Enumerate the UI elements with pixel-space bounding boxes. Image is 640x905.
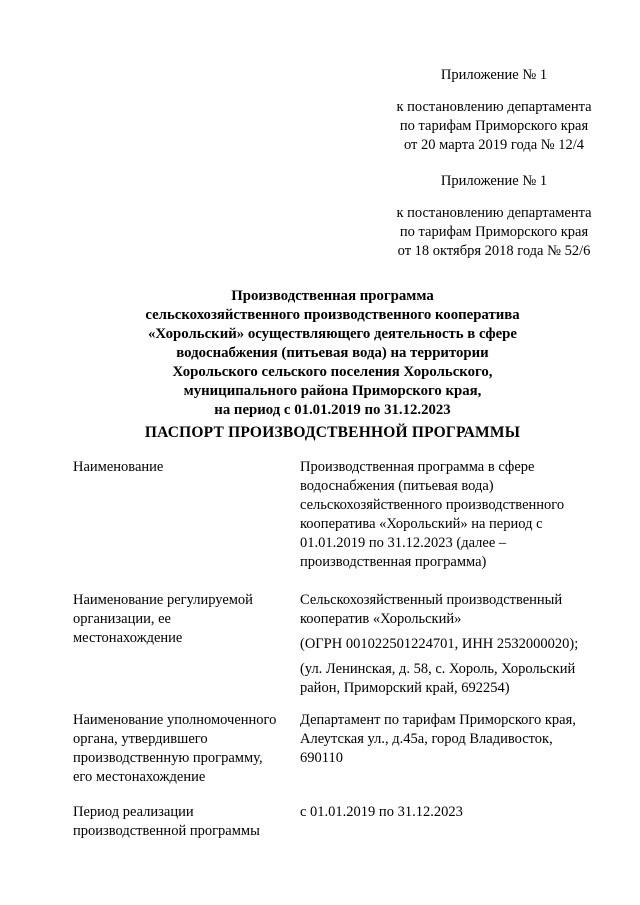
appendix-block-1 bbox=[374, 66, 614, 155]
label-line: Период реализации bbox=[73, 804, 194, 820]
label-line: Наименование уполномоченного bbox=[73, 712, 277, 728]
appendix-line: от 20 марта 2019 года № 12/4 bbox=[403, 137, 584, 153]
appendix-line: по тарифам Приморского края bbox=[399, 118, 589, 134]
value-line: (ул. Ленинская, д. 58, с. Хороль, Хорольский bbox=[300, 661, 576, 677]
appendix-title: Приложение № 1 bbox=[440, 67, 548, 83]
program-title-line: «Хорольский» осуществляющего деятельность в сфере bbox=[148, 326, 517, 342]
value-line: водоснабжения (питьевая вода) bbox=[300, 478, 494, 494]
label-line: производственной программы bbox=[73, 823, 260, 839]
row-value bbox=[300, 803, 600, 822]
value-line: (ОГРН 001022501224701, ИНН 2532000020); bbox=[300, 636, 579, 652]
value-line: с 01.01.2019 по 31.12.2023 bbox=[300, 804, 463, 820]
label-line: органа, утвердившего bbox=[73, 731, 208, 747]
row-label bbox=[73, 591, 288, 648]
value-line: 01.01.2019 по 31.12.2023 (далее – bbox=[300, 535, 507, 551]
appendix-line: от 18 октября 2018 года № 52/6 bbox=[397, 243, 591, 259]
row-label bbox=[73, 711, 288, 787]
program-title-line: Хорольского сельского поселения Хорольского, bbox=[172, 364, 493, 380]
program-title-line: сельскохозяйственного производственного кооператива bbox=[145, 307, 520, 323]
value-line: сельскохозяйственного производственного bbox=[300, 497, 565, 513]
value-line: Производственная программа в сфере bbox=[300, 459, 535, 475]
appendix-line: по тарифам Приморского края bbox=[399, 224, 589, 240]
appendix-line: к постановлению департамента bbox=[396, 205, 592, 221]
appendix-title: Приложение № 1 bbox=[440, 173, 548, 189]
row-value bbox=[300, 591, 600, 698]
value-line: 690110 bbox=[300, 750, 343, 766]
appendix-block-2 bbox=[374, 172, 614, 261]
value-line: Сельскохозяйственный производственный bbox=[300, 592, 563, 608]
value-line: кооператива «Хорольский» на период с bbox=[300, 516, 543, 532]
appendix-line: к постановлению департамента bbox=[396, 99, 592, 115]
value-line: район, Приморский край, 692254) bbox=[300, 680, 510, 696]
label-line: производственную программу, bbox=[73, 750, 263, 766]
program-title-line: на период с 01.01.2019 по 31.12.2023 bbox=[214, 402, 451, 418]
value-line: Департамент по тарифам Приморского края, bbox=[300, 712, 576, 728]
label-line: Наименование регулируемой bbox=[73, 592, 253, 608]
row-label bbox=[73, 458, 288, 477]
row-value bbox=[300, 458, 600, 572]
value-line: производственная программа) bbox=[300, 554, 487, 570]
program-title-line: Производственная программа bbox=[231, 288, 434, 304]
program-title-line: муниципального района Приморского края, bbox=[183, 383, 482, 399]
label-line: его местонахождение bbox=[73, 769, 206, 785]
passport-heading: ПАСПОРТ ПРОИЗВОДСТВЕННОЙ ПРОГРАММЫ bbox=[144, 424, 521, 441]
program-title-line: водоснабжения (питьевая вода) на территории bbox=[176, 345, 489, 361]
row-value bbox=[300, 711, 600, 768]
program-title bbox=[100, 287, 565, 420]
row-label bbox=[73, 803, 288, 841]
label-line: Наименование bbox=[73, 459, 164, 475]
label-line: организации, ее bbox=[73, 611, 171, 627]
label-line: местонахождение bbox=[73, 630, 183, 646]
value-line: кооператив «Хорольский» bbox=[300, 611, 462, 627]
value-line: Алеутская ул., д.45а, город Владивосток, bbox=[300, 731, 553, 747]
